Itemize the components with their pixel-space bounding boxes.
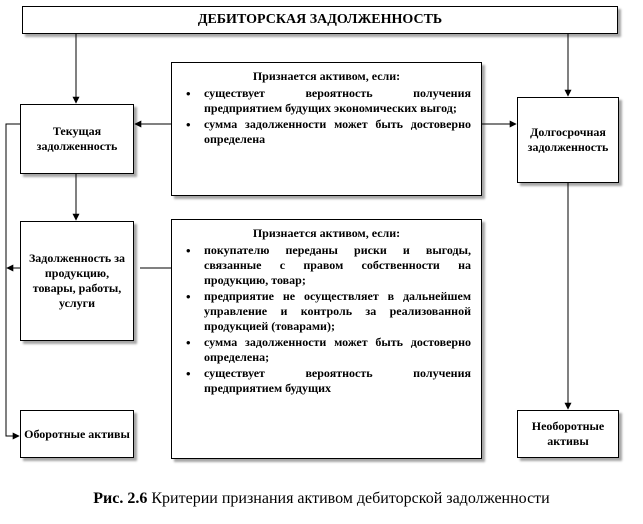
criteria-2-list (182, 243, 471, 396)
title-box (22, 6, 618, 34)
criteria-2-item: • сумма задолженности может быть достоверно определена; (182, 335, 471, 365)
current-debt-label: Текущая задолженность (36, 124, 118, 153)
noncurrent-assets-box (517, 410, 619, 458)
figure-caption-text: Критерии признания активом дебиторской задолженности (147, 490, 550, 507)
current-assets-label: Оборотные активы (24, 426, 130, 441)
criteria-box-2 (171, 219, 482, 459)
criteria-2-item: • существует вероятность получения предприятием будущих (182, 366, 471, 396)
current-debt-box (20, 104, 134, 174)
criteria-1-heading: Признается активом, если: (252, 69, 401, 83)
figure-number: Рис. 2.6 (93, 490, 148, 507)
goods-debt-box (20, 221, 134, 341)
arrow-current-to-current-assets (6, 124, 20, 436)
criteria-2-item: • предприятие не осуществляет в дальнейшем управление и контроль за реализованной продукцией (товарами); (182, 289, 471, 334)
long-term-debt-box (517, 97, 619, 183)
long-term-debt-label: Долгосрочная задолженность (527, 125, 609, 154)
figure-caption (0, 490, 643, 508)
criteria-1-list (182, 86, 471, 147)
title-text: ДЕБИТОРСКАЯ ЗАДОЛЖЕННОСТЬ (197, 12, 443, 28)
criteria-box-1 (171, 62, 482, 196)
goods-debt-label: Задолженность за продукцию, товары, работы, услуги (28, 251, 126, 310)
criteria-2-item: • покупателю переданы риски и выгоды, связанные с правом собственности на продукцию, товар; (182, 243, 471, 288)
criteria-1-item: • сумма задолженности может быть достоверно определена (182, 117, 471, 147)
noncurrent-assets-label: Необоротные активы (531, 419, 605, 448)
criteria-1-item: • существует вероятность получения предприятием будущих экономических выгод; (182, 86, 471, 116)
current-assets-box (20, 410, 134, 458)
criteria-2-heading: Признается активом, если: (252, 226, 401, 240)
